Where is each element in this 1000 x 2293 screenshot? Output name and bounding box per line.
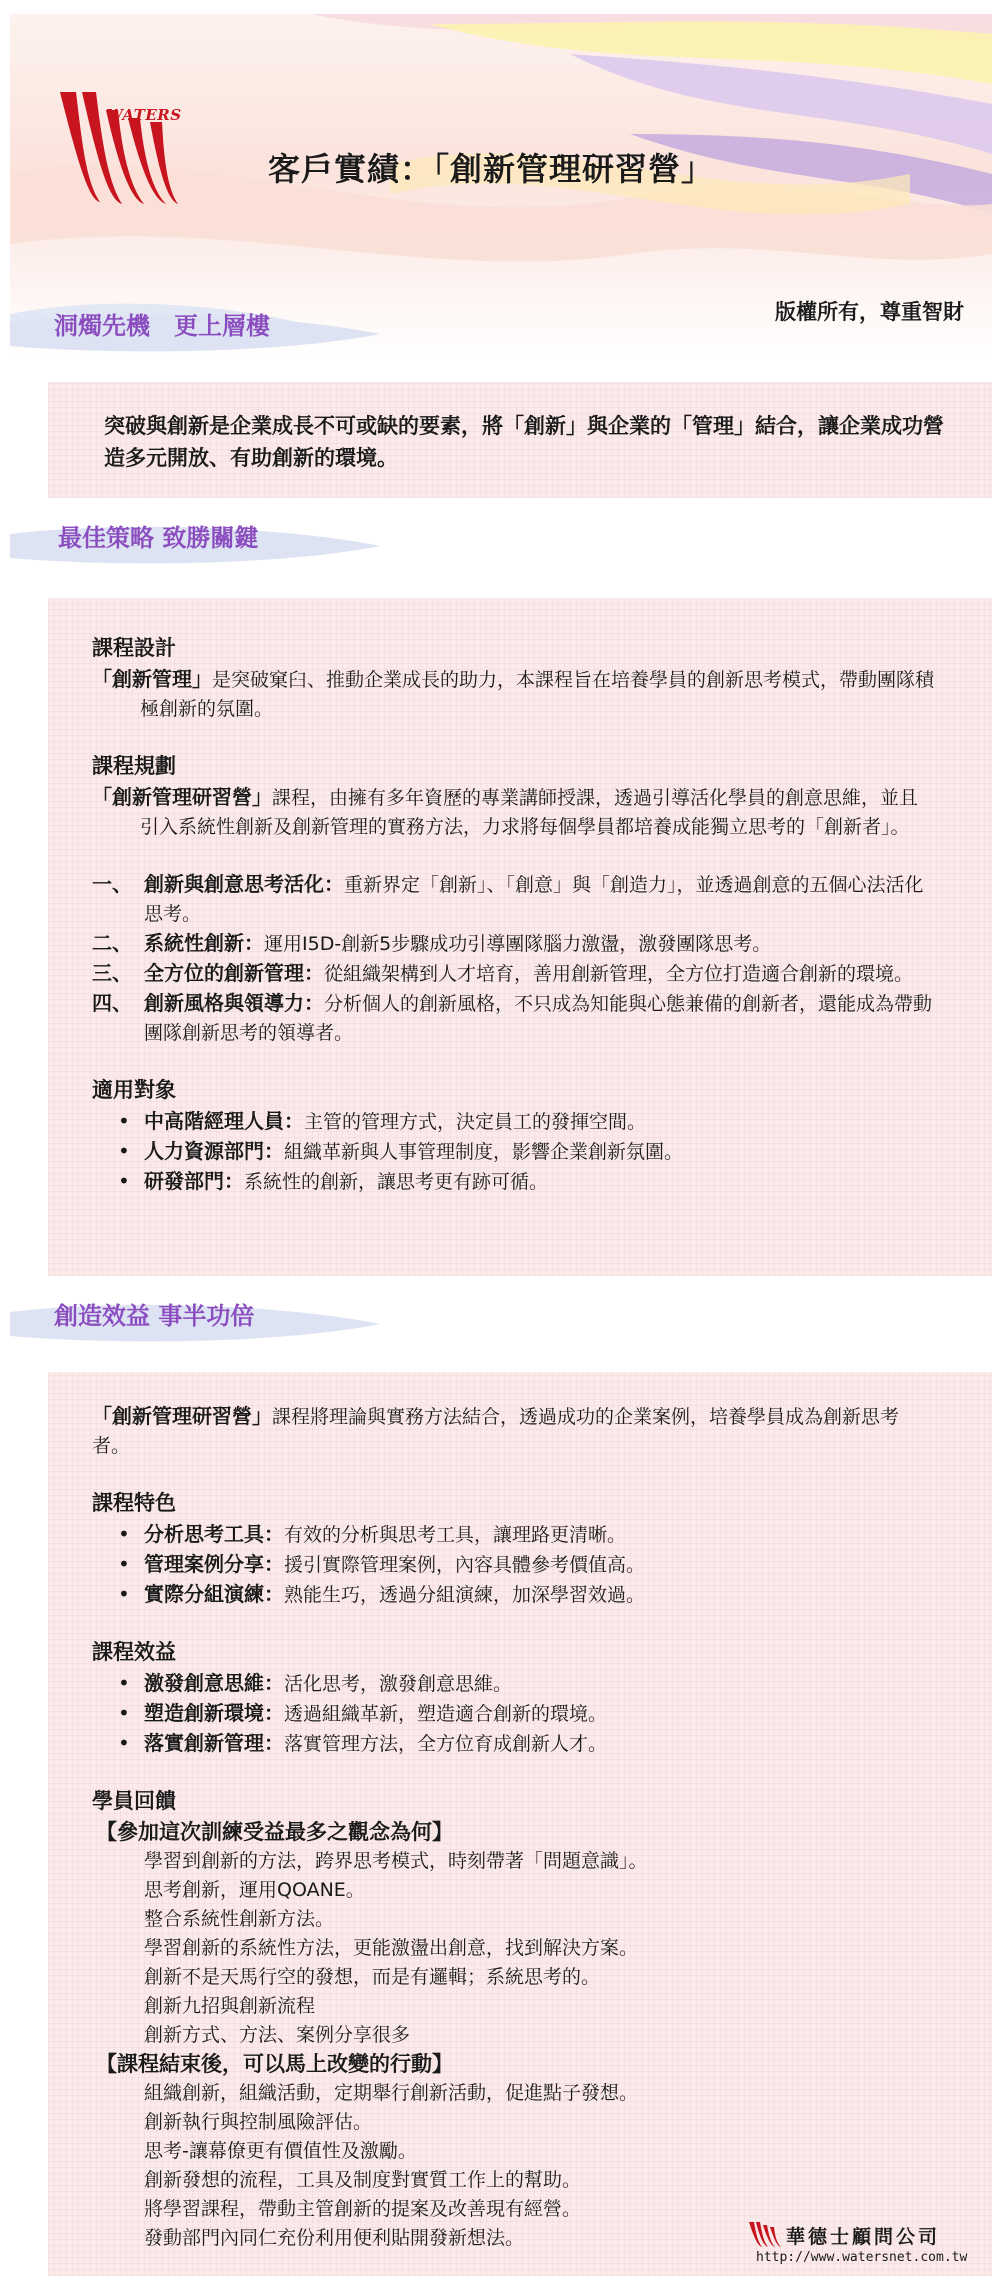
list-item	[114, 1107, 936, 1137]
intro-box	[48, 382, 992, 498]
course-design-body: 是突破窠臼、推動企業成長的助力，本課程旨在培養學員的創新思考模式，帶動團隊積極創新的氛圍。	[140, 669, 935, 720]
item-title: 人力資源部門：	[144, 1139, 284, 1163]
section-heading-strategy	[10, 508, 380, 568]
feedback-line: 學習創新的系統性方法，更能激盪出創意，找到解決方案。	[144, 1937, 639, 1959]
page-title: 客戶實績：「創新管理研習營」	[268, 150, 715, 188]
feedback-question-2: 【課程結束後，可以馬上改變的行動】	[96, 2052, 453, 2076]
list-item	[114, 1580, 936, 1610]
course-planning-body: 課程，由擁有多年資歷的專業講師授課，透過引導活化學員的創意思維，並且引入系統性創新及創新管理的實務方法，力求將每個學員都培養成能獨立思考的「創新者」。	[140, 787, 919, 838]
benefit-intro-body: 課程將理論與實務方法結合，透過成功的企業案例，培養學員成為創新思考者。	[92, 1406, 900, 1457]
item-title: 塑造創新環境：	[144, 1701, 284, 1725]
item-title: 激發創意思維：	[144, 1671, 284, 1695]
course-design-bold: 「創新管理」	[92, 667, 212, 691]
item-title: 管理案例分享：	[144, 1552, 284, 1576]
benefit-intro	[92, 1402, 936, 1461]
item-text: 透過組織革新，塑造適合創新的環境。	[284, 1703, 608, 1725]
course-planning-text	[92, 783, 936, 842]
list-item	[114, 1167, 936, 1197]
item-text: 組織革新與人事管理制度，影響企業創新氛圍。	[284, 1141, 684, 1163]
list-item	[114, 1550, 936, 1580]
intro-text: 突破與創新是企業成長不可或缺的要素，將「創新」與企業的「管理」結合，讓企業成功營造多元開放、有助創新的環境。	[104, 414, 944, 470]
item-text: 主管的管理方式，決定員工的發揮空間。	[304, 1111, 647, 1133]
item-title: 落實創新管理：	[144, 1731, 284, 1755]
item-title: 實際分組演練：	[144, 1582, 284, 1606]
item-text: 分析個人的創新風格，不只成為知能與心態兼備的創新者，還能成為帶動團隊創新思考的領導者。	[144, 993, 933, 1044]
item-text: 熟能生巧，透過分組演練，加深學習效過。	[284, 1584, 646, 1606]
course-planning-bold: 「創新管理研習營」	[92, 785, 272, 809]
benefit-box	[48, 1372, 992, 2276]
feedback-line: 創新方式、方法、案例分享很多	[144, 2024, 411, 2046]
section-heading-insight	[10, 296, 380, 356]
planning-item	[92, 989, 936, 1048]
feedback-answers-1	[92, 1847, 936, 2050]
planning-item	[92, 959, 936, 989]
feedback-line: 學習到創新的方法，跨界思考模式，時刻帶著「問題意識」。	[144, 1850, 648, 1872]
waters-small-logo-icon	[748, 2222, 782, 2248]
feedback-line: 發動部門內同仁充份利用便利貼開發新想法。	[144, 2227, 525, 2249]
footer-url: http://www.watersnet.com.tw	[756, 2250, 968, 2265]
course-box	[48, 598, 992, 1276]
item-number: 二、	[92, 931, 132, 955]
item-title: 創新風格與領導力：	[144, 991, 324, 1015]
item-title: 分析思考工具：	[144, 1522, 284, 1546]
list-item	[114, 1669, 936, 1699]
item-number: 一、	[92, 872, 132, 896]
item-text: 有效的分析與思考工具，讓理路更清晰。	[284, 1524, 627, 1546]
features-list	[114, 1520, 936, 1610]
audience-list	[114, 1107, 936, 1197]
feedback-line: 創新執行與控制風險評估。	[144, 2111, 373, 2133]
item-text: 援引實際管理案例，內容具體參考價值高。	[284, 1554, 646, 1576]
feedback-line: 創新九招與創新流程	[144, 1995, 316, 2017]
benefit-intro-bold: 「創新管理研習營」	[92, 1404, 272, 1428]
logo-text: WATERS	[106, 106, 182, 124]
item-title: 全方位的創新管理：	[144, 961, 324, 985]
item-title: 系統性創新：	[144, 931, 264, 955]
footer-company-name: 華德士顧問公司	[786, 2226, 941, 2248]
planning-item	[92, 929, 936, 959]
item-text: 運用I5D-創新5步驟成功引導團隊腦力激盪，激發團隊思考。	[264, 933, 772, 955]
effects-list	[114, 1669, 936, 1759]
course-design-heading: 課程設計	[92, 636, 176, 660]
item-text: 落實管理方法，全方位育成創新人才。	[284, 1733, 608, 1755]
course-design-text	[92, 665, 936, 724]
item-title: 研發部門：	[144, 1169, 244, 1193]
list-item	[114, 1137, 936, 1167]
section-title: 最佳策略 致勝關鍵	[58, 524, 259, 552]
list-item	[114, 1699, 936, 1729]
course-planning-heading: 課程規劃	[92, 754, 176, 778]
section-heading-benefit	[10, 1286, 380, 1346]
audience-heading: 適用對象	[92, 1078, 176, 1102]
item-text: 系統性的創新，讓思考更有跡可循。	[244, 1171, 549, 1193]
item-number: 三、	[92, 961, 132, 985]
item-text: 從組織架構到人才培育，善用創新管理，全方位打造適合創新的環境。	[324, 963, 914, 985]
feedback-line: 創新發想的流程，工具及制度對實質工作上的幫助。	[144, 2169, 582, 2191]
footer-company-logo	[748, 2222, 968, 2272]
feedback-line: 思考創新，運用QOANE。	[144, 1879, 365, 1901]
section-title: 創造效益 事半功倍	[54, 1302, 255, 1330]
feedback-line: 思考-讓幕僚更有價值性及激勵。	[144, 2140, 417, 2162]
list-item	[114, 1520, 936, 1550]
effects-heading: 課程效益	[92, 1640, 176, 1664]
list-item	[114, 1729, 936, 1759]
feedback-question-1: 【參加這次訓練受益最多之觀念為何】	[96, 1820, 453, 1844]
feedback-line: 將學習課程，帶動主管創新的提案及改善現有經營。	[144, 2198, 582, 2220]
item-number: 四、	[92, 991, 132, 1015]
item-title: 中高階經理人員：	[144, 1109, 304, 1133]
features-heading: 課程特色	[92, 1491, 176, 1515]
section-title: 洞燭先機 更上層樓	[54, 312, 270, 340]
item-title: 創新與創意思考活化：	[144, 872, 344, 896]
item-text: 活化思考，激發創意思維。	[284, 1673, 513, 1695]
planning-item	[92, 870, 936, 929]
feedback-line: 整合系統性創新方法。	[144, 1908, 335, 1930]
feedback-line: 組織創新，組織活動，定期舉行創新活動，促進點子發想。	[144, 2082, 639, 2104]
copyright-notice: 版權所有，尊重智財	[775, 300, 964, 324]
feedback-line: 創新不是天馬行空的發想，而是有邏輯；系統思考的。	[144, 1966, 601, 1988]
item-text: 重新界定「創新」、「創意」與「創造力」，並透過創意的五個心法活化思考。	[144, 874, 924, 925]
feedback-heading: 學員回饋	[92, 1789, 176, 1813]
